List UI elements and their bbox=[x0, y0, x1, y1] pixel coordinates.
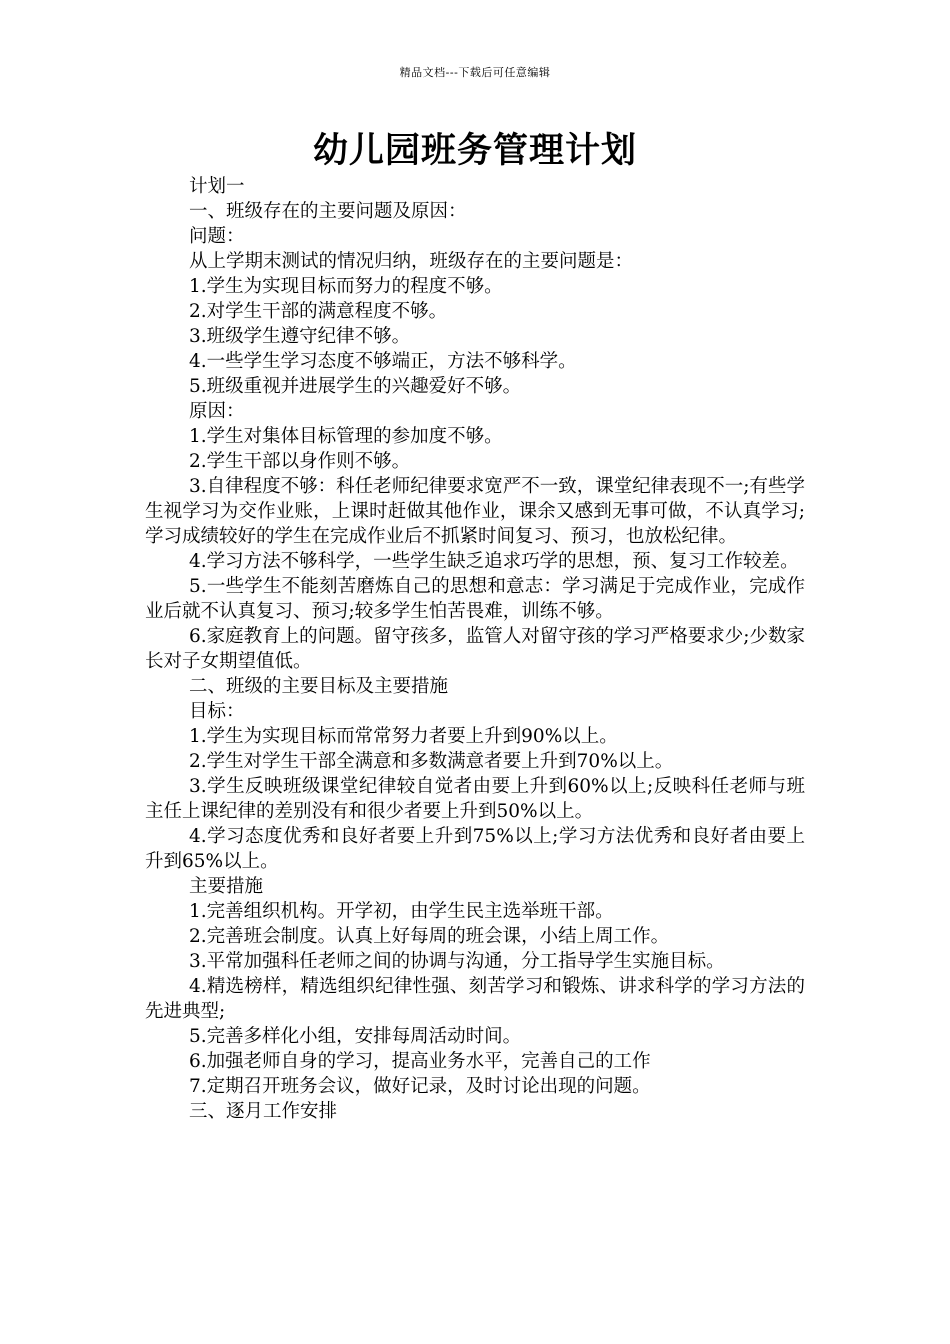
paragraph: 2.对学生干部的满意程度不够。 bbox=[189, 301, 448, 322]
paragraph: 2.学生对学生干部全满意和多数满意者要上升到70%以上。 bbox=[189, 751, 674, 772]
paragraph: 从上学期末测试的情况归纳，班级存在的主要问题是： bbox=[189, 251, 634, 272]
paragraph: 1.学生为实现目标而努力的程度不够。 bbox=[189, 276, 503, 297]
paragraph: 三、逐月工作安排 bbox=[189, 1101, 338, 1122]
paragraph: 1.学生为实现目标而常常努力者要上升到90%以上。 bbox=[189, 726, 618, 747]
paragraph: 原因： bbox=[189, 401, 245, 422]
paragraph: 4.学习态度优秀和良好者要上升到75%以上;学习方法优秀和良好者由要上升到65%以上。 bbox=[145, 826, 805, 872]
paragraph: 问题： bbox=[189, 226, 245, 247]
paragraph: 1.完善组织机构。开学初，由学生民主选举班干部。 bbox=[189, 901, 614, 922]
paragraph: 5.一些学生不能刻苦磨炼自己的思想和意志：学习满足于完成作业，完成作业后就不认真复习、预习;较多学生怕苦畏难，训练不够。 bbox=[145, 576, 805, 622]
document-body bbox=[145, 174, 805, 1124]
paragraph: 主要措施 bbox=[189, 876, 264, 897]
paragraph: 2.完善班会制度。认真上好每周的班会课，小结上周工作。 bbox=[189, 926, 670, 947]
paragraph: 4.学习方法不够科学，一些学生缺乏追求巧学的思想，预、复习工作较差。 bbox=[189, 551, 799, 572]
paragraph: 计划一 bbox=[189, 176, 245, 197]
header-note: 精品文档---下载后可任意编辑 bbox=[399, 66, 551, 79]
paragraph: 一、班级存在的主要问题及原因： bbox=[189, 201, 467, 222]
paragraph: 5.班级重视并进展学生的兴趣爱好不够。 bbox=[189, 376, 522, 397]
paragraph: 6.加强老师自身的学习，提高业务水平，完善自己的工作 bbox=[189, 1051, 651, 1072]
paragraph: 4.精选榜样，精选组织纪律性强、刻苦学习和锻炼、讲求科学的学习方法的先进典型; bbox=[145, 976, 805, 1022]
paragraph: 4.一些学生学习态度不够端正，方法不够科学。 bbox=[189, 351, 577, 372]
paragraph: 7.定期召开班务会议，做好记录，及时讨论出现的问题。 bbox=[189, 1076, 651, 1097]
paragraph: 5.完善多样化小组，安排每周活动时间。 bbox=[189, 1026, 522, 1047]
paragraph: 2.学生干部以身作则不够。 bbox=[189, 451, 411, 472]
paragraph: 1.学生对集体目标管理的参加度不够。 bbox=[189, 426, 503, 447]
paragraph: 目标： bbox=[189, 701, 245, 722]
paragraph: 6.家庭教育上的问题。留守孩多，监管人对留守孩的学习严格要求少;少数家长对子女期望值低。 bbox=[145, 626, 805, 672]
paragraph: 3.自律程度不够：科任老师纪律要求宽严不一致，课堂纪律表现不一;有些学生视学习为交作业账，上课时赶做其他作业，课余又感到无事可做，不认真学习;学习成绩较好的学生在完成作业后不抓紧时间复习、预习，也放松纪律。 bbox=[145, 476, 805, 547]
paragraph: 3.平常加强科任老师之间的协调与沟通，分工指导学生实施目标。 bbox=[189, 951, 725, 972]
document-title: 幼儿园班务管理计划 bbox=[312, 130, 637, 171]
paragraph: 二、班级的主要目标及主要措施 bbox=[189, 676, 449, 697]
paragraph: 3.学生反映班级课堂纪律较自觉者由要上升到60%以上;反映科任老师与班主任上课纪律的差别没有和很少者要上升到50%以上。 bbox=[145, 776, 805, 822]
paragraph: 3.班级学生遵守纪律不够。 bbox=[189, 326, 411, 347]
